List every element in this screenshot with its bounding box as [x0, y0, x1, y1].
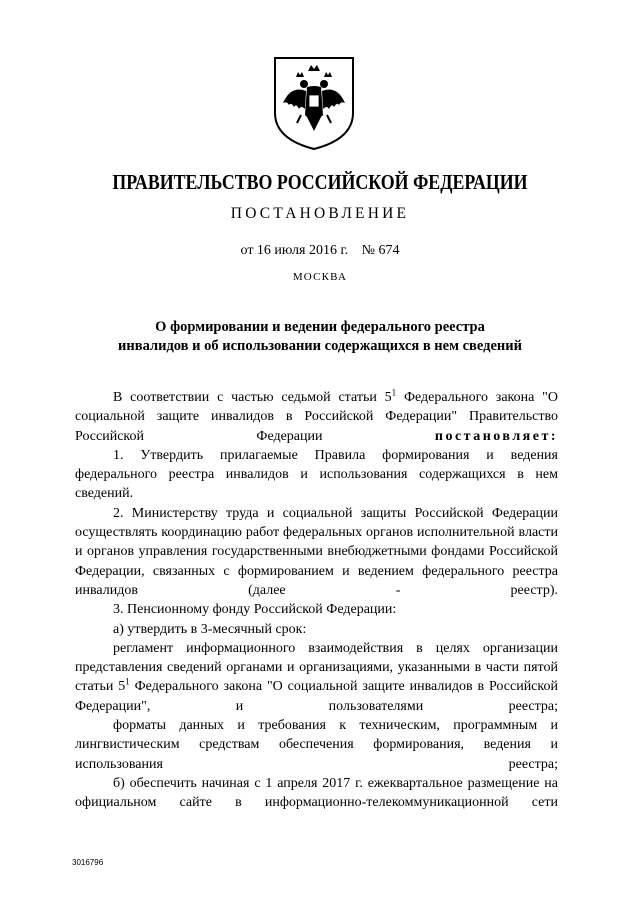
document-type: ПОСТАНОВЛЕНИЕ: [230, 205, 410, 222]
paragraph-3a-item-1: регламент информационного взаимодействия в целях организации представления сведений органами и организациями, указанными в части пятой статьи $5^1$ Федерального закона "О социальной защите инвалидов в Российской Федерации", и пользователями реестра;: [75, 640, 558, 714]
subject-line-1: О формировании и ведении федерального реестра: [155, 319, 485, 335]
paragraph-3a: а) утвердить в 3-месячный срок:: [113, 621, 307, 637]
paragraph-1: 1. Утвердить прилагаемые Правила формирования и ведения федерального реестра инвалидов и использования содержащихся в нем сведений.: [75, 447, 558, 502]
document-subject: [60, 318, 580, 356]
paragraph-3b: б) обеспечить начиная с 1 апреля 2017 г. ежеквартальное размещение на официальном сайте в информационно-телекоммуникационной сети: [75, 775, 558, 811]
document-code: 3016796: [72, 858, 104, 867]
paragraph-2: 2. Министерству труда и социальной защиты Российской Федерации осуществлять координацию работ федеральных органов исполнительной власти и органов управления государственными внебюджетными фондами Российской Федерации, связанных с формированием и ведением федерального реестра инвалидов (далее - реестр).: [75, 505, 558, 598]
document-body: [75, 388, 558, 813]
coat-of-arms-emblem: [271, 55, 357, 151]
paragraph-preamble: В соответствии с частью седьмой статьи $5^1$ Федерального закона "О социальной защите инвалидов в Российской Федерации" Правительство Российской Федерации постановляет:: [75, 387, 558, 444]
document-date: от 16 июля 2016 г.: [240, 243, 349, 258]
paragraph-3a-item-2: форматы данных и требования к техническим, программным и лингвистическим средствам обеспечения формирования, ведения и использования реестра;: [75, 718, 558, 772]
city-label: МОСКВА: [292, 271, 348, 283]
government-title: ПРАВИТЕЛЬСТВО РОССИЙСКОЙ ФЕДЕРАЦИИ: [112, 170, 528, 194]
document-number: № 674: [361, 243, 400, 258]
subject-line-2: инвалидов и об использовании содержащихся в нем сведений: [118, 338, 522, 354]
date-line: [0, 243, 640, 259]
paragraph-3: 3. Пенсионному фонду Российской Федерации:: [113, 602, 397, 618]
